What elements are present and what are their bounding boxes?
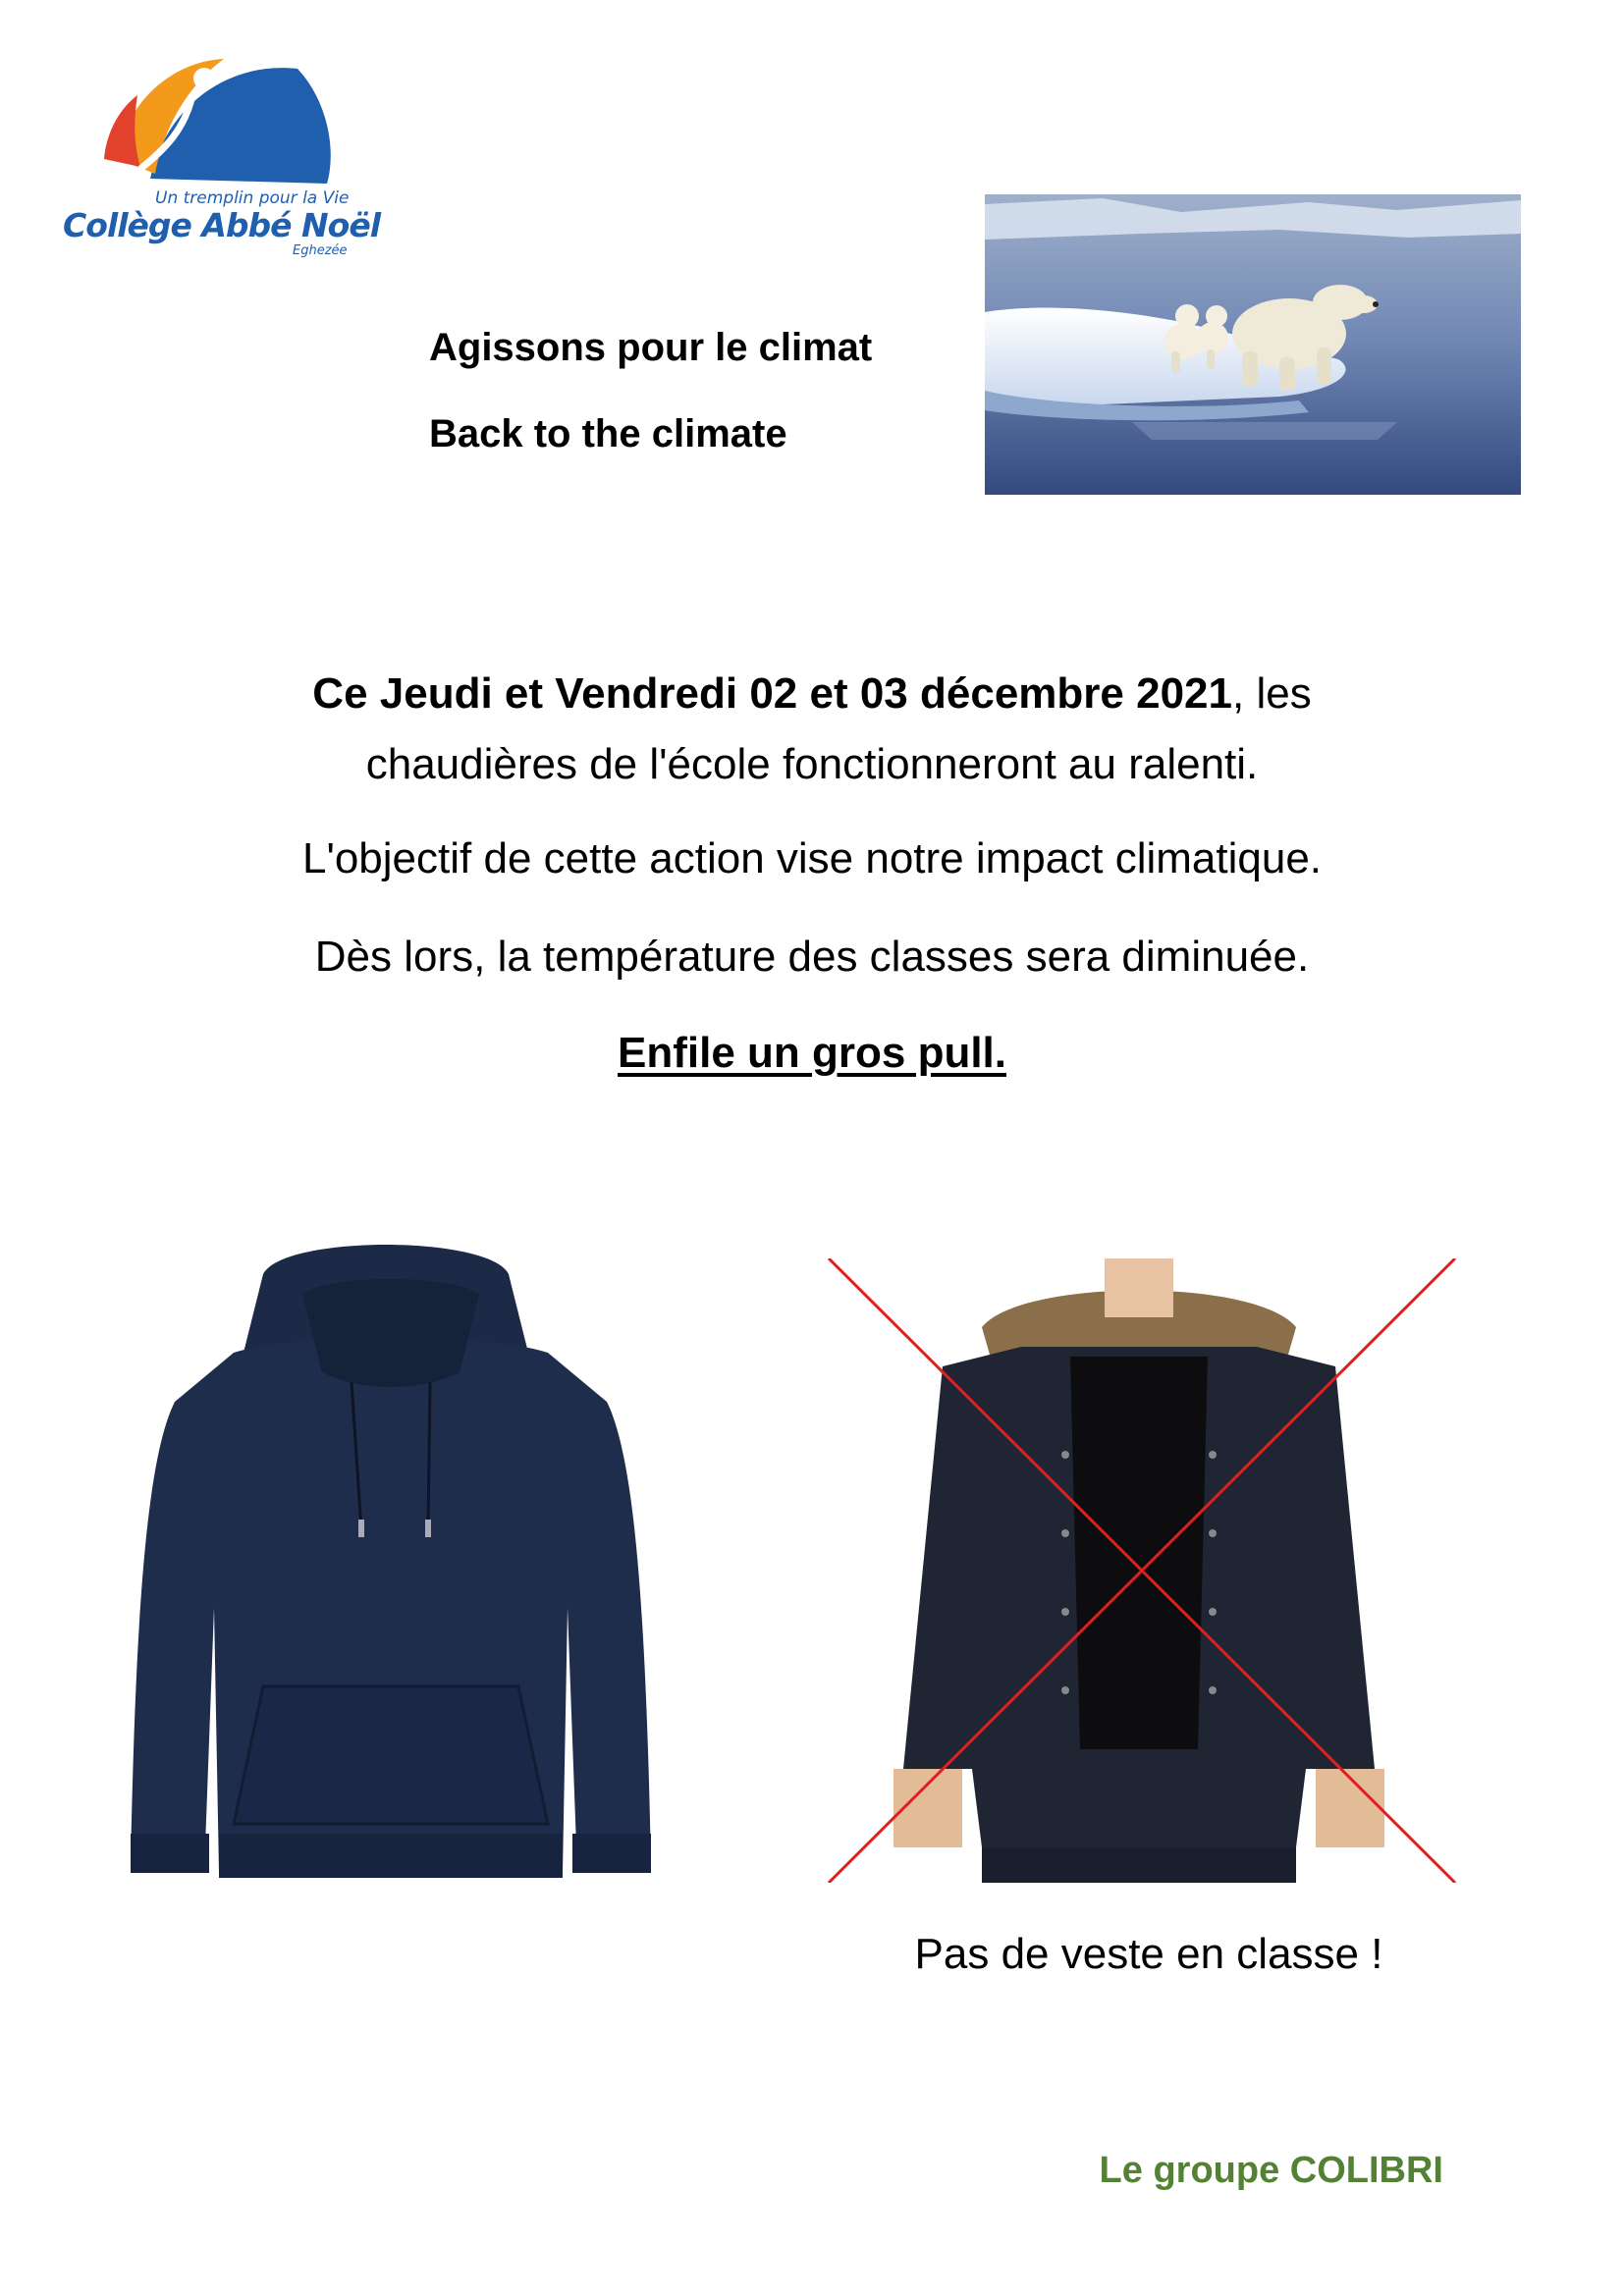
notice-line-3: L'objectif de cette action vise notre impact climatique. — [301, 834, 1323, 882]
school-logo — [57, 41, 381, 258]
call-to-action — [147, 1023, 1477, 1084]
logo-school-name: Collège Abbé Noël — [63, 206, 381, 244]
title-french: Agissons pour le climat — [429, 326, 873, 369]
signature: Le groupe COLIBRI — [1099, 2150, 1443, 2191]
call-to-action-text: Enfile un gros pull. — [618, 1029, 1006, 1077]
title-english: Back to the climate — [429, 412, 787, 455]
polar-bears-photo — [985, 194, 1521, 495]
hoodie-photo — [116, 1235, 666, 1902]
notice-dates-rest: , les — [1232, 669, 1312, 718]
notice-line-1 — [147, 664, 1477, 724]
jacket-caption: Pas de veste en classe ! — [914, 1930, 1383, 1978]
notice-line-4: Dès lors, la température des classes sera diminuée. — [314, 933, 1310, 981]
notice-line-2: chaudières de l'école fonctionneront au ralenti. — [365, 740, 1259, 788]
logo-town: Eghezée — [293, 243, 348, 258]
logo-tagline: Un tremplin pour la Vie — [155, 188, 350, 208]
notice-dates: Ce Jeudi et Vendredi 02 et 03 décembre 2021 — [312, 669, 1232, 718]
jacket-photo-crossed — [825, 1258, 1459, 1883]
